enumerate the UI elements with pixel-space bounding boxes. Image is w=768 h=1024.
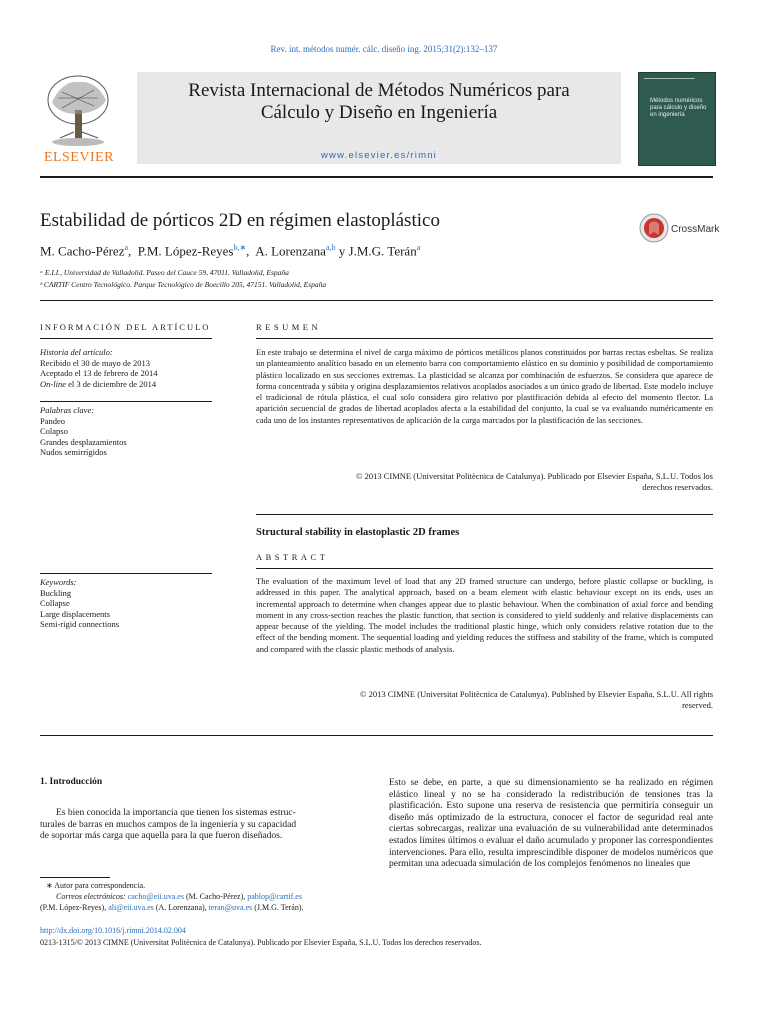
resumen-heading: RESUMEN <box>256 322 322 332</box>
abstract-text: The evaluation of the maximum level of load that any 2D framed structure can undergo, before plastic collapse or buckling, is addressed in this paper. The analytical approach, based on a beam element with elastic behaviour except on its ends, uses an incremental approach to determine when changes appear due to plastic behaviour. When the combination of axial force and bending moment in any cross-section reaches the plastic function, that section is considered to yield suddenly and relative displacements can appear because of the yielding. The model includes the traditional plastic hinge, which only considers relative rotation due to the effect of the bending moment. The sequential loading and yielding reduces the stiffness and stability of the frame, which is computed and compared with the classic plastic methods of analysis. <box>256 576 713 654</box>
elsevier-logo <box>38 72 120 164</box>
header-rule <box>40 176 713 178</box>
email-link[interactable]: teran@uva.es <box>208 903 253 912</box>
article-title: Estabilidad de pórticos 2D en régimen elastoplástico <box>40 210 440 231</box>
body-rule <box>40 735 713 736</box>
cover-title: Métodos numéricos para cálculo y diseño en ingeniería <box>650 98 707 118</box>
crossmark-icon <box>639 213 669 243</box>
author-affiliation-mark[interactable]: a <box>416 243 421 252</box>
author-affiliation-mark[interactable]: a,b <box>325 243 336 252</box>
crossmark-button[interactable] <box>639 213 669 248</box>
email-link[interactable]: ali@eii.uva.es <box>108 903 154 912</box>
cover-header-text: ━━━━━━━━━━━━━━━━━━━━━ <box>644 76 695 81</box>
affiliation-b: ᵇ CARTIF Centro Tecnológico. Parque Tecnológico de Boecillo 205, 47151. Valladolid, España <box>40 280 327 289</box>
author-list: M. Cacho-Pérez$^a$, P.M. López-Reyes$^{b,∗}$, A. Lorenzana$^{a,b}$ y J.M.G. Terán$^a$ <box>40 243 421 259</box>
doi-link[interactable]: http://dx.doi.org/10.1016/j.rimni.2014.02.004 <box>40 926 186 935</box>
author-name: A. Lorenzana <box>255 243 326 259</box>
abstract-heading: ABSTRACT <box>256 552 329 562</box>
author-affiliation-mark[interactable]: b,∗ <box>233 243 247 252</box>
author-name: M. Cacho-Pérez <box>40 243 125 259</box>
author-affiliation-mark[interactable]: a <box>124 243 129 252</box>
author-name: P.M. López-Reyes <box>137 243 234 259</box>
footnote-rule <box>40 877 110 878</box>
keywords-es: Palabras clave: Pandeo Colapso Grandes desplazamientos Nudos semirrígidos <box>40 405 127 457</box>
journal-title: Revista Internacional de Métodos Numéricos para Cálculo y Diseño en Ingeniería <box>188 80 570 123</box>
journal-cover-image <box>638 72 716 166</box>
divider <box>40 573 212 574</box>
author-name: J.M.G. Terán <box>348 243 417 259</box>
column-two-paragraph: Esto se debe, en parte, a que su dimensionamiento se ha realizado en régimen elástico lineal y no se ha considerado la redistribución de tensiones tras la plastificación. Esto supone una reserva de resistencia que permitiría conseguir un diseño más optimizado de la estructura, conocer el factor de seguridad real ante ciertas sobrecargas, realizar una evaluación de su vulnerabilidad ante determinados estados límites últimos o evaluar el daño acumulado y proponer las correspondientes intervenciones. Para ello, resulta imprescindible disponer de modelos numéricos que permitan una adecuada simulación de los complejos fenómenos no lineales que <box>389 778 713 870</box>
journal-url[interactable]: www.elsevier.es/rimni <box>320 150 437 161</box>
section-heading: 1. Introducción <box>40 777 103 787</box>
divider <box>256 514 713 515</box>
resumen-text: En este trabajo se determina el nivel de carga máximo de pórticos metálicos planos constituidos por barras rectas esbeltas. Se realiza un planteamiento analítico basado en un elemento barra con comportamiento elástico en su dominio y posibilidad de comportamiento plástico localizado en sus secciones extremas. La plasticidad se alcanza por combinación de esfuerzos. Se considera que aparece de forma concentrada y súbita y origina desplazamientos relativos acoplados asociados a un único grado de libertad. Este modelo incluye el tradicional de rótula plástica, el cual solo considera giro relativo por plastificación debida al efecto del momento flector. La aparición secuencial de grados de libertad acoplados afecta a la estabilidad del conjunto, la cual se va evaluando numéricamente en cada uno de los instantes representativos de aplicación de la carga marcados por la plastificación de las secciones. <box>256 347 713 425</box>
publisher-name: ELSEVIER <box>43 150 115 165</box>
affiliation-a: ᵃ E.I.I., Universidad de Valladolid. Paseo del Cauce 59, 47011. Valladolid, España <box>40 268 289 277</box>
email-link[interactable]: cacho@eii.uva.es <box>127 892 184 901</box>
divider <box>256 568 713 569</box>
keywords-en: Keywords: Buckling Collapse Large displacements Semi-rigid connections <box>40 577 120 629</box>
divider <box>40 401 212 402</box>
intro-paragraph: Es bien conocida la importancia que tienen los sistemas estruc- turales de barras en muchos campos de la ingeniería y su capacidad de soportar más carga que aquella para la que fueron diseñados. <box>40 808 297 842</box>
email-link[interactable]: pablop@cartif.es <box>247 892 302 901</box>
divider <box>256 338 713 339</box>
footnote-emails: Correos electrónicos: cacho@eii.uva.es (M. Cacho-Pérez), pablop@cartif.es <box>56 892 302 901</box>
english-title: Structural stability in elastoplastic 2D frames <box>256 527 460 538</box>
issn-copyright: 0213-1315/© 2013 CIMNE (Universitat Politècnica de Catalunya). Publicado por Elsevier España, S.L.U. Todos los derechos reservados. <box>40 938 482 947</box>
divider <box>40 338 212 339</box>
title-rule <box>40 300 713 301</box>
abstract-copyright: © 2013 CIMNE (Universitat Politècnica de Catalunya). Published by Elsevier España, S.L.U. All rights reserved. <box>359 689 713 711</box>
footnote-emails-cont: (P.M. López-Reyes), ali@eii.uva.es (A. Lorenzana), teran@uva.es (J.M.G. Terán). <box>40 903 304 912</box>
journal-citation[interactable]: Rev. int. métodos numér. cálc. diseño ing. 2015;31(2):132–137 <box>270 44 498 54</box>
crossmark-label[interactable]: CrossMark <box>671 224 720 235</box>
resumen-copyright: © 2013 CIMNE (Universitat Politècnica de Catalunya). Publicado por Elsevier España, S.L.U. Todos los derechos reservados. <box>356 471 713 493</box>
article-info-heading: INFORMACIÓN DEL ARTÍCULO <box>40 322 211 332</box>
footnote-correspondence: ∗ Autor para correspondencia. <box>46 881 146 890</box>
article-history: Historia del artículo: Recibido el 30 de mayo de 2013 Aceptado el 13 de febrero de 2014 On-line el 3 de diciembre de 2014 <box>40 347 158 389</box>
